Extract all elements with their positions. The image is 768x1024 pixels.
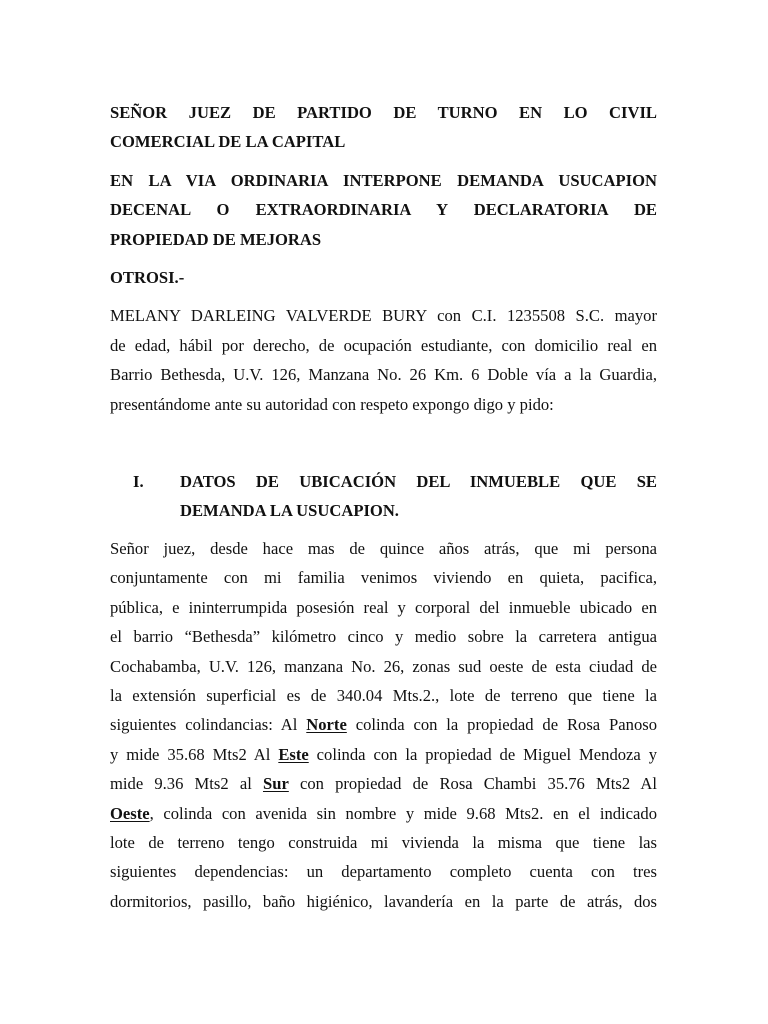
body-line-8 <box>110 740 657 769</box>
document-content <box>110 98 657 916</box>
claim-type-line-1: EN LA VIA ORDINARIA INTERPONE DEMANDA USUCAPION <box>110 170 657 190</box>
claim-type-heading <box>110 166 657 254</box>
section-1-title-line-1: DATOS DE UBICACIÓN DEL INMUEBLE QUE SE <box>180 472 657 492</box>
section-1-heading <box>110 467 657 526</box>
body-line-6: la extensión superficial es de 340.04 Mts.2., lote de terreno que tiene la <box>110 685 657 705</box>
boundary-west-label: Oeste <box>110 803 150 823</box>
body-line-12: siguientes dependencias: un departamento completo cuenta con tres <box>110 862 657 882</box>
intro-line-1: MELANY DARLEING VALVERDE BURY con C.I. 1235508 S.C. mayor <box>110 306 657 326</box>
property-description-paragraph <box>110 534 657 916</box>
court-address-line-2: COMERCIAL DE LA CAPITAL <box>110 132 346 152</box>
body-line-10 <box>110 799 657 828</box>
body-line-9 <box>110 769 657 798</box>
section-1-number: I. <box>133 472 144 492</box>
body-line-8-end: colinda con la propiedad de Miguel Mendoza y <box>308 744 657 764</box>
body-line-3: pública, e ininterrumpida posesión real y corporal del inmueble ubicado en <box>110 597 657 617</box>
boundary-east-label: Este <box>278 744 309 764</box>
body-line-9-end: con propiedad de Rosa Chambi 35.76 Mts2 Al <box>288 774 657 794</box>
body-line-2: conjuntamente con mi familia venimos viviendo en quieta, pacifica, <box>110 568 657 588</box>
court-address-heading <box>110 98 657 157</box>
intro-paragraph <box>110 301 657 419</box>
intro-line-2: de edad, hábil por derecho, de ocupación estudiante, con domicilio real en <box>110 335 657 355</box>
body-line-10-end: , colinda con avenida sin nombre y mide 9.68 Mts2. en el indicado <box>149 803 657 823</box>
intro-line-4: presentándome ante su autoridad con respeto expongo digo y pido: <box>110 394 554 414</box>
intro-line-3: Barrio Bethesda, U.V. 126, Manzana No. 26 Km. 6 Doble vía a la Guardia, <box>110 365 657 385</box>
claim-type-line-3: PROPIEDAD DE MEJORAS <box>110 229 322 249</box>
court-address-line-1: SEÑOR JUEZ DE PARTIDO DE TURNO EN LO CIVIL <box>110 103 657 122</box>
boundary-north-label: Norte <box>306 715 347 735</box>
body-line-7 <box>110 710 657 739</box>
body-line-9-start: mide 9.36 Mts2 al <box>110 774 263 794</box>
otrosi-heading: OTROSI.- <box>110 268 185 288</box>
section-1-title <box>180 467 657 526</box>
section-1-title-line-2: DEMANDA LA USUCAPION. <box>180 501 399 521</box>
body-line-1: Señor juez, desde hace mas de quince años atrás, que mi persona <box>110 538 657 558</box>
boundary-south-label: Sur <box>262 774 289 794</box>
body-line-13: dormitorios, pasillo, baño higiénico, lavandería en la parte de atrás, dos <box>110 891 657 911</box>
body-line-8-start: y mide 35.68 Mts2 Al <box>110 744 279 764</box>
claim-type-line-2: DECENAL O EXTRAORDINARIA Y DECLARATORIA DE <box>110 200 657 220</box>
body-line-7-start: siguientes colindancias: Al <box>110 715 307 735</box>
body-line-11: lote de terreno tengo construida mi vivienda la misma que tiene las <box>110 832 657 852</box>
body-line-4: el barrio “Bethesda” kilómetro cinco y medio sobre la carretera antigua <box>110 627 657 647</box>
body-line-7-end: colinda con la propiedad de Rosa Panoso <box>346 715 657 735</box>
body-line-5: Cochabamba, U.V. 126, manzana No. 26, zonas sud oeste de esta ciudad de <box>110 656 657 676</box>
